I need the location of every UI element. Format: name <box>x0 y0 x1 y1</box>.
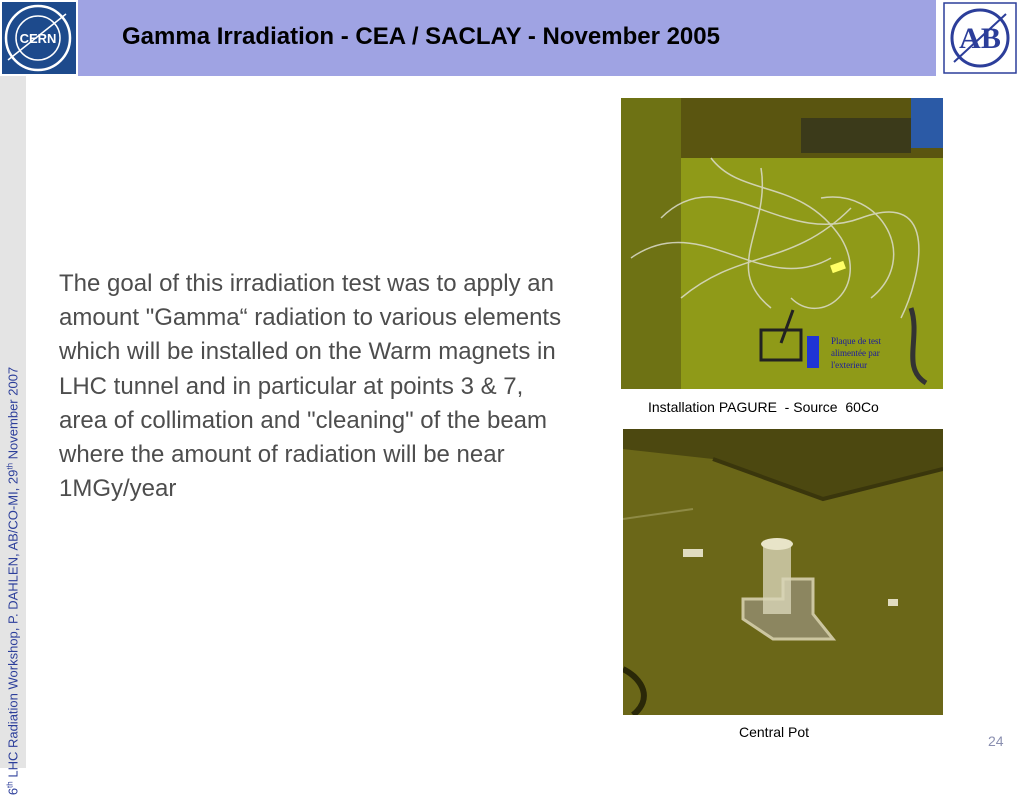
body-paragraph: The goal of this irradiation test was to apply an amount "Gamma“ radiation to various elements which will be installed on the Warm magnets in LHC tunnel and in particular at points 3 & 7, area of collimation and "cleaning" of the beam where the amount of radiation will be near 1MGy/year <box>59 270 562 503</box>
header-bar <box>0 0 1024 76</box>
side-bar <box>0 76 26 795</box>
ab-logo-text: AB <box>959 22 1001 55</box>
ab-logo <box>936 0 1024 76</box>
sign-text-2: alimentée par <box>831 348 880 358</box>
cern-logo-text: CERN <box>19 31 57 46</box>
central-pot-photo <box>623 429 943 715</box>
sign-text-1: Plaque de test <box>831 336 881 346</box>
page-title: Gamma Irradiation - CEA / SACLAY - November 2005 <box>122 23 720 50</box>
footer-credit: 6th LHC Radiation Workshop, P. DAHLEN, AB/CO-MI, 29th November 2007 <box>5 366 21 795</box>
central-pot-caption: Central Pot <box>739 724 810 740</box>
cern-logo <box>0 0 78 76</box>
installation-caption: Installation PAGURE - Source 60Co <box>648 399 879 415</box>
page-number: 24 <box>988 733 1004 749</box>
installation-photo <box>621 98 943 389</box>
sign-text-3: l'exterieur <box>831 360 868 370</box>
